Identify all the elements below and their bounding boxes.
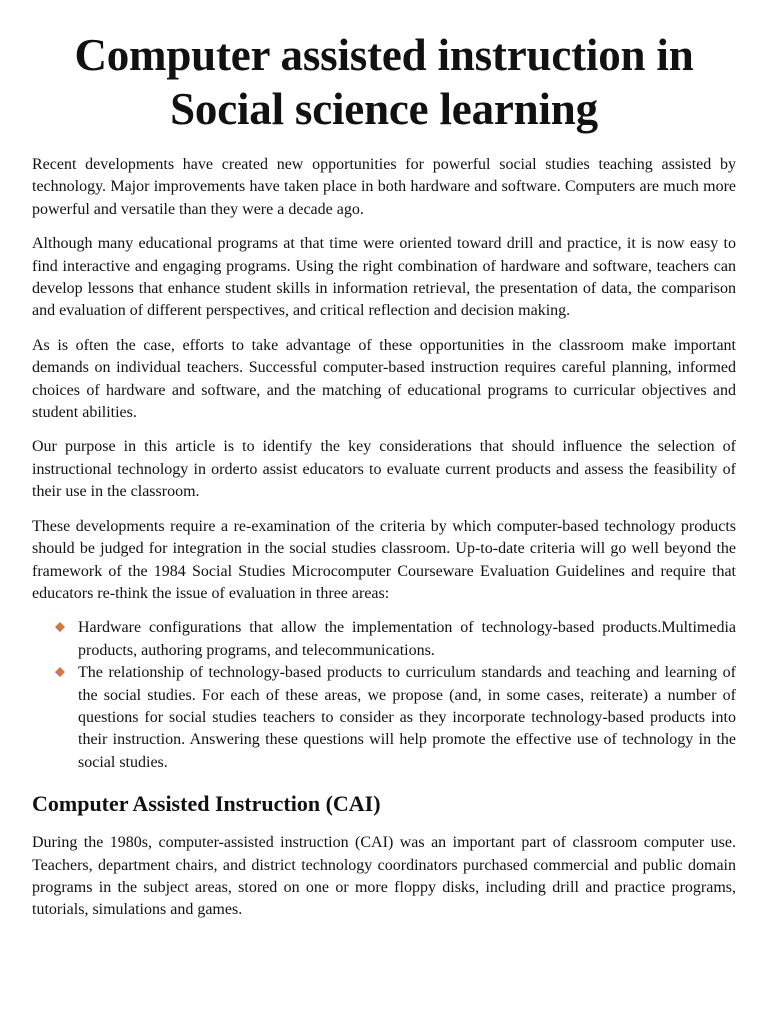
bullet-icon xyxy=(54,621,66,633)
bullet-item-1 xyxy=(32,617,736,662)
page-title xyxy=(32,28,736,136)
paragraph-4: Our purpose in this article is to identify the key considerations that should influence the selection of instructional technology in orderto assist educators to evaluate current products and assess the feasibility of their use in the classroom. xyxy=(32,438,736,501)
bullet-list xyxy=(32,617,736,774)
bullet-text: The relationship of technology-based products to curriculum standards and teaching and learning of the social studies. For each of these areas, we propose (and, in some cases, reiterate) a number of questions for social studies teachers to consider as they incorporate technology-based products into their instruction. Answering these questions will help promote the effective use of technology in the social studies. xyxy=(78,664,736,771)
page-title-line-1: Computer assisted instruction in xyxy=(74,30,694,80)
paragraph-5: These developments require a re-examination of the criteria by which computer-based technology products should be judged for integration in the social studies classroom. Up-to-date criteria will go well beyond the framework of the 1984 Social Studies Microcomputer Courseware Evaluation Guidelines and require that educators re-think the issue of evaluation in three areas: xyxy=(32,517,736,602)
paragraph-3: As is often the case, efforts to take advantage of these opportunities in the classroom make important demands on individual teachers. Successful computer-based instruction requires careful planning, informed choices of hardware and software, and the matching of educational programs to curricular objectives and student abilities. xyxy=(32,336,736,422)
section-paragraph: During the 1980s, computer-assisted instruction (CAI) was an important part of classroom computer use. Teachers, department chairs, and district technology coordinators purchased commercial and public domain programs in the subject areas, stored on one or more floppy disks, including drill and practice programs, tutorials, simulations and games. xyxy=(32,834,736,919)
bullet-text: Hardware configurations that allow the implementation of technology-based products.Multimedia products, authoring programs, and telecommunications. xyxy=(78,619,736,659)
paragraph-2: Although many educational programs at that time were oriented toward drill and practice, it is now easy to find interactive and engaging programs. Using the right combination of hardware and software, teachers can develop lessons that enhance student skills in information retrieval, the presentation of data, the comparison and evaluation of different perspectives, and critical reflection and decision making. xyxy=(32,235,736,320)
bullet-item-2 xyxy=(32,662,736,774)
section-heading: Computer Assisted Instruction (CAI) xyxy=(32,791,381,817)
bullet-icon xyxy=(54,666,66,678)
page-title-line-2: Social science learning xyxy=(170,84,598,134)
paragraph-1: Recent developments have created new opportunities for powerful social studies teaching assisted by technology. Major improvements have taken place in both hardware and software. Computers are much more powerful and versatile than they were a decade ago. xyxy=(32,156,736,218)
